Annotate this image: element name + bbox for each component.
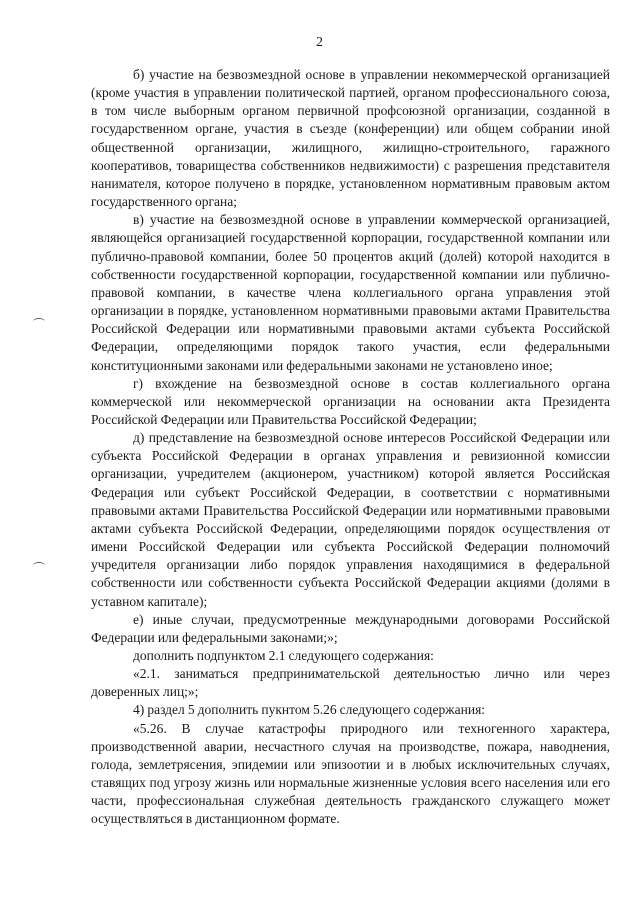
paragraph-section-5: 4) раздел 5 дополнить пукнтом 5.26 следующего содержания: — [133, 702, 486, 718]
paragraph-d: д) представление на безвозмездной основе интересов Российской Федерации или субъекта Российской Федерации в органах управления и ревизионной комиссии организации, учредителем (акционером, участником) которой является Российская Федерация или субъект Российской Федерации, в соответствии с нормативными правовыми актами Правительства Российской Федерации или нормативными правовыми актами субъекта Российской Федерации, определяющими порядок осуществления от имени Российской Федерации или субъекта Российской Федерации полномочий учредителя организации либо порядок управления находящимися в федеральной собственности или собственности субъекта Российской Федерации акциями (долями в уставном капитале); — [91, 430, 610, 609]
paragraph-e: е) иные случаи, предусмотренные международными договорами Российской Федерации или федеральными законами;»; — [91, 611, 610, 645]
margin-mark — [33, 562, 45, 569]
paragraph-point-5-26: «5.26. В случае катастрофы природного или техногенного характера, производственной аварии, несчастного случая на производстве, пожара, наводнения, голода, землетрясения, эпидемии или эпизоотии и в любых исключительных случаях, ставящих под угрозу жизнь или нормальные жизненные условия всего населения или его части, профессиональная служебная деятельность гражданского служащего может осуществляться в дистанционном формате. — [91, 720, 610, 827]
paragraph-g: г) вхождение на безвозмездной основе в состав коллегиального органа коммерческой или некоммерческой организации на основании акта Президента Российской Федерации или Правительства Российской Федерации; — [91, 375, 610, 427]
document-body — [91, 66, 610, 829]
page-number: 2 — [316, 35, 323, 50]
paragraph-b: б) участие на безвозмездной основе в управлении некоммерческой организацией (кроме участия в управлении политической партией, органом профессионального союза, в том числе выборным органом первичной профсоюзной организации, созданной в государственном органе, участия в съезде (конференции) или общем собрании иной общественной организации, жилищного, жилищно-строительного, гаражного кооперативов, товарищества собственников недвижимости) с разрешения представителя нанимателя, которое получено в порядке, установленном нормативным правовым актом государственного органа; — [91, 67, 610, 210]
paragraph-subpoint-2-1: «2.1. заниматься предпринимательской деятельностью лично или через доверенных лиц;»; — [91, 666, 610, 700]
paragraph-add-subpoint: дополнить подпунктом 2.1 следующего содержания: — [133, 648, 434, 663]
paragraph-v: в) участие на безвозмездной основе в управлении коммерческой организацией, являющейся организацией государственной корпорации, государственной компании или публично-правовой компании, более 50 процентов акций (долей) которой находится в собственности государственной корпорации, государственной компании или публично-правовой компании, в качестве члена коллегиального органа управления этой организации в порядке, установленном нормативными правовыми актами Правительства Российской Федерации или нормативными правовыми актами субъекта Российской Федерации, определяющими порядок такого участия, если федеральными конституционными законами или федеральными законами не установлено иное; — [91, 212, 610, 373]
margin-mark — [33, 318, 45, 325]
